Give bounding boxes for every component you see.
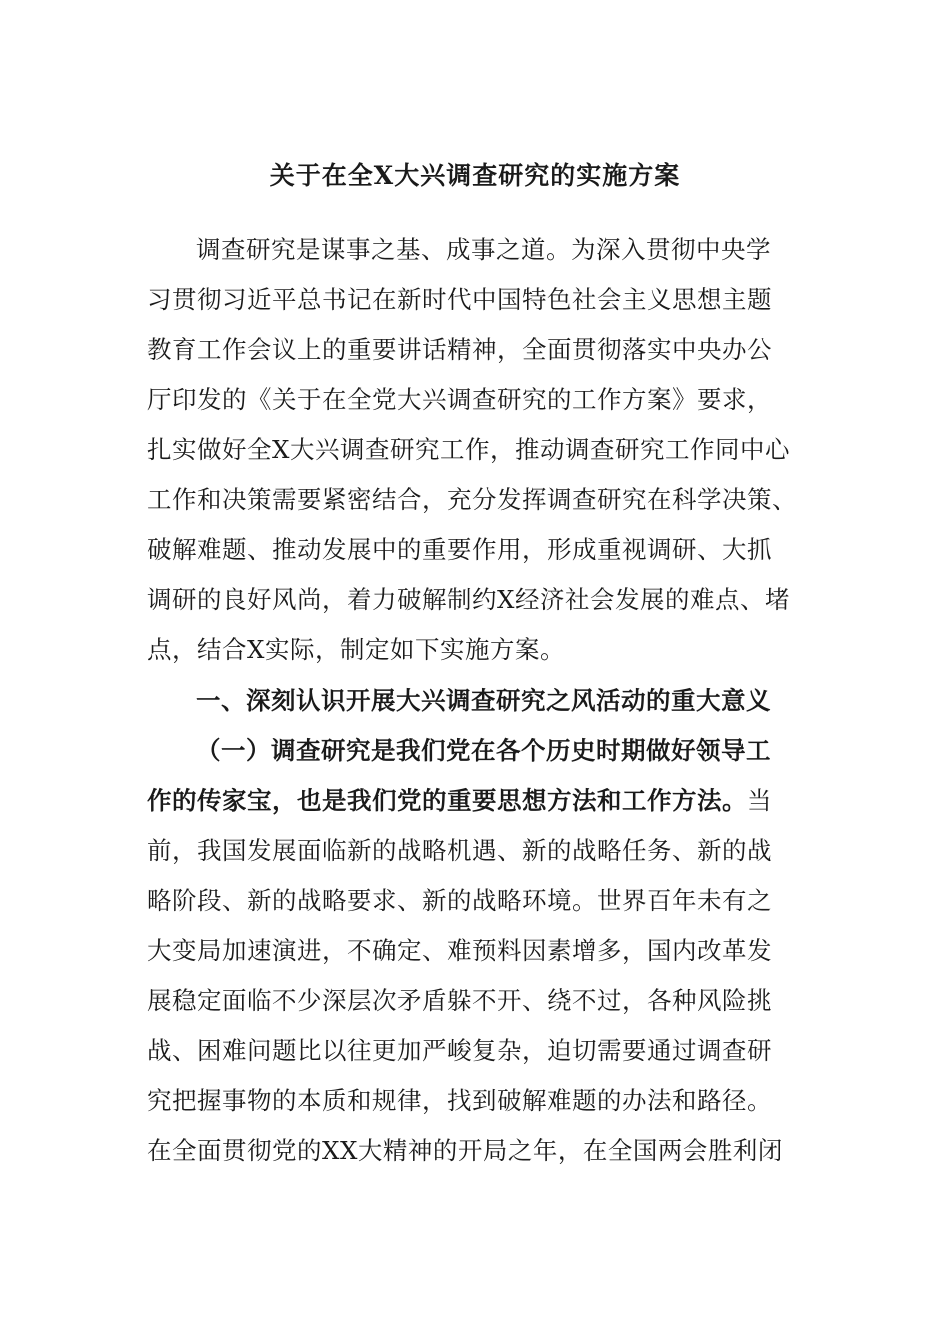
paragraph-line: 扎实做好全X大兴调查研究工作，推动调查研究工作同中心 (147, 435, 790, 464)
paragraph-line: 调研的良好风尚，着力破解制约X经济社会发展的难点、堵 (147, 585, 790, 614)
subsection-heading: （一）调查研究是我们党在各个历史时期做好领导工 (196, 736, 771, 765)
paragraph-line: 在全面贯彻党的XX大精神的开局之年，在全国两会胜利闭 (147, 1136, 783, 1165)
paragraph-line: 厅印发的《关于在全党大兴调查研究的工作方案》要求， (147, 385, 772, 414)
subsection-heading-continued: 作的传家宝，也是我们党的重要思想方法和工作方法。 (147, 786, 747, 815)
paragraph-text: 当 (747, 786, 772, 815)
paragraph-line: 究把握事物的本质和规律，找到破解难题的办法和路径。 (147, 1086, 772, 1115)
paragraph-line: 大变局加速演进，不确定、难预料因素增多，国内改革发 (147, 936, 772, 965)
paragraph-line: 前，我国发展面临新的战略机遇、新的战略任务、新的战 (147, 836, 772, 865)
paragraph-line: 略阶段、新的战略要求、新的战略环境。世界百年未有之 (147, 886, 772, 915)
paragraph-line: 教育工作会议上的重要讲话精神，全面贯彻落实中央办公 (147, 335, 772, 364)
paragraph-line: 战、困难问题比以往更加严峻复杂，迫切需要通过调查研 (147, 1036, 772, 1065)
paragraph-line: 展稳定面临不少深层次矛盾躲不开、绕不过，各种风险挑 (147, 986, 772, 1015)
paragraph-line: 点，结合X实际，制定如下实施方案。 (147, 635, 565, 664)
paragraph-line: 习贯彻习近平总书记在新时代中国特色社会主义思想主题 (147, 285, 772, 314)
section-heading: 一、深刻认识开展大兴调查研究之风活动的重大意义 (196, 686, 771, 715)
paragraph-line: 调查研究是谋事之基、成事之道。为深入贯彻中央学 (196, 235, 771, 264)
paragraph-line: 工作和决策需要紧密结合，充分发挥调查研究在科学决策、 (147, 485, 797, 514)
document-title: 关于在全X大兴调查研究的实施方案 (269, 161, 681, 190)
paragraph-line: 破解难题、推动发展中的重要作用，形成重视调研、大抓 (147, 535, 772, 564)
paragraph-line-mixed (147, 783, 772, 819)
